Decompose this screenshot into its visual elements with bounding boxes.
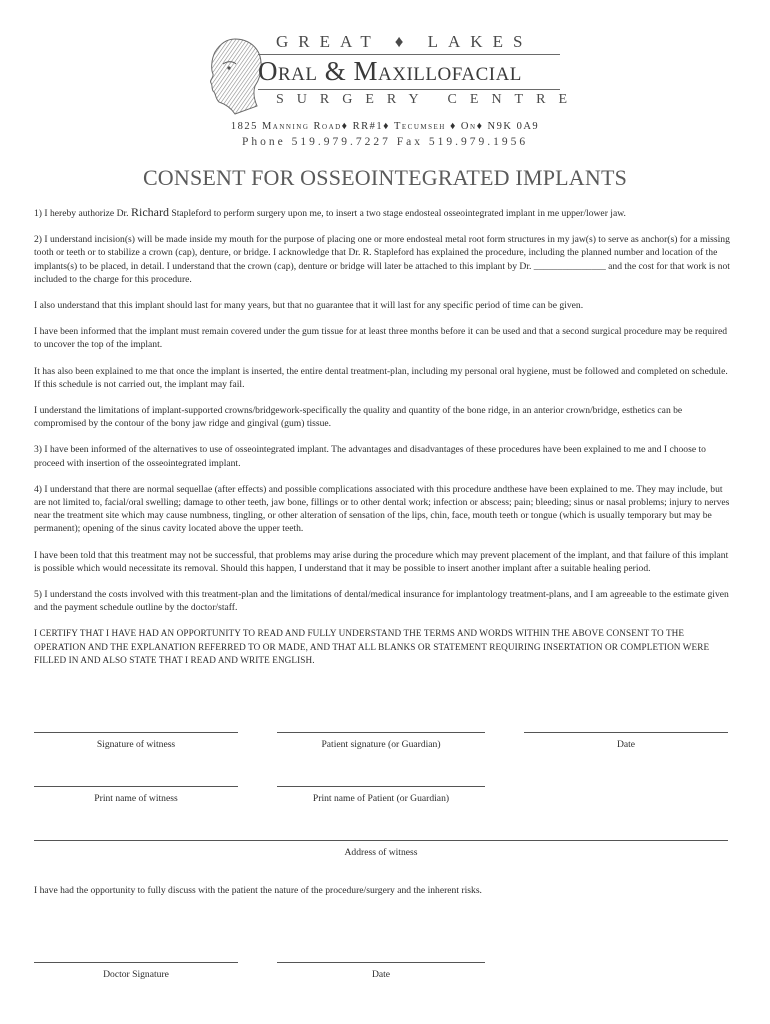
paragraph-2: 2) I understand incision(s) will be made inside my mouth for the purpose of placing one or more endosteal metal root form structures in my jaw(s) to serve as anchor(s) for a missing tooth or teeth or to stabilize a crown (cap), denture, or bridge. I acknowledge that Dr. R. Stapleford has explained the procedure, including the planned number and location of the implants(s) to be placed, in detail. I understand that the crown (cap), denture or bridge will later be attached to this implant by Dr. _______________ and the cost for that work is not included to the charge for this procedure. xyxy=(34,234,730,285)
letterhead-surgery-centre: SURGERY CENTRE xyxy=(276,92,580,107)
date-field-1[interactable] xyxy=(524,732,728,750)
witness-signature-line[interactable] xyxy=(34,732,238,733)
patient-signature-field[interactable] xyxy=(277,732,485,750)
letterhead-phone: Phone 519.979.7227 Fax 519.979.1956 xyxy=(241,136,529,148)
letterhead-practice-name: Oral & Maxillofacial xyxy=(258,56,522,86)
letterhead-rule-bottom xyxy=(258,89,560,90)
patient-signature-line[interactable] xyxy=(277,732,485,733)
patient-name-label: Print name of Patient (or Guardian) xyxy=(312,793,450,804)
date-label-1: Date xyxy=(616,739,636,750)
witness-name-label: Print name of witness xyxy=(94,793,178,804)
paragraph-5: It has also been explained to me that once the implant is inserted, the entire dental treatment-plan, including my personal oral hygiene, must be followed and completed on schedule. If this schedule is not carried out, the implant may fail. xyxy=(34,365,728,390)
doctor-date-line[interactable] xyxy=(277,962,485,963)
date-line-1[interactable] xyxy=(524,732,728,733)
consent-body xyxy=(34,206,736,680)
doctor-date-label: Date xyxy=(371,969,391,980)
patient-signature-label: Patient signature (or Guardian) xyxy=(321,739,441,750)
doctor-date-field[interactable] xyxy=(277,962,485,980)
paragraph-3: I also understand that this implant should last for many years, but that no guarantee that it will last for any specific period of time can be given. xyxy=(34,300,584,312)
paragraph-8: 4) I understand that there are normal sequellae (after effects) and possible complications associated with this procedure andthese have been explained to me. They may include, but are not limited to, facial/oral swelling; damage to other teeth, jaw bone, fillings or to other dental work; infection or abscess; pain; bleeding; sinus or nasal problems; injury to nerves near the treatment site which may cause numbness, tingling, or other alteration of sensation of the lips, chin, face, mouth teeth or tongue (which is usually temporary but may be permanent); opening of the sinus cavity located above the upper teeth. xyxy=(34,483,730,535)
document-title: CONSENT FOR OSSEOINTEGRATED IMPLANTS xyxy=(142,165,628,190)
paragraph-1 xyxy=(34,206,736,220)
paragraph-10: 5) I understand the costs involved with this treatment-plan and the limitations of dental/medical insurance for implantology treatment-plans, and I am agreeable to the estimate given and the payment schedule outline by the doctor/staff. xyxy=(34,589,729,614)
paragraph-9: I have been told that this treatment may not be successful, that problems may arise during the procedure which may prevent placement of the implant, and that failure of this implant is possible which would necessitate its removal. Should this happen, I understand that it may be possible to insert another implant after a suitable healing period. xyxy=(34,549,729,574)
doctor-signature-field[interactable] xyxy=(34,962,238,980)
letterhead-address: 1825 Manning Road♦ RR#1♦ Tecumseh ♦ On♦ N9K 0A9 xyxy=(230,121,540,132)
letterhead-great-lakes: GREAT ♦ LAKES xyxy=(276,32,533,51)
witness-address-field[interactable] xyxy=(34,840,728,858)
letterhead xyxy=(0,0,770,160)
witness-address-label: Address of witness xyxy=(344,847,418,858)
paragraph-7: 3) I have been informed of the alternatives to use of osseointegrated implant. The advantages and disadvantages of these procedures have been explained to me and I choose to proceed with insertion of the osseointegrated implant. xyxy=(34,444,706,469)
patient-name-line[interactable] xyxy=(277,786,485,787)
witness-name-field[interactable] xyxy=(34,786,238,804)
paragraph-1-start: 1) I hereby authorize Dr. xyxy=(34,208,129,219)
discussion-statement: I have had the opportunity to fully discuss with the patient the nature of the procedure/surgery and the inherent risks. xyxy=(34,885,482,896)
paragraph-4: I have been informed that the implant must remain covered under the gum tissue for at least three months before it can be used and that a second surgical procedure may be required to uncover the top of the implant. xyxy=(34,326,727,351)
witness-signature-label: Signature of witness xyxy=(96,739,176,750)
paragraph-6: I understand the limitations of implant-supported crowns/bridgework-specifically the quality and quantity of the bone ridge, in an anterior crown/bridge, esthetics can be compromised by the contour of the bony jaw ridge and gingival (gum) tissue. xyxy=(34,405,683,430)
witness-signature-field[interactable] xyxy=(34,732,238,750)
doctor-signature-line[interactable] xyxy=(34,962,238,963)
letterhead-rule-top xyxy=(258,54,560,55)
doctor-first-name: Richard xyxy=(130,205,169,219)
witness-name-line[interactable] xyxy=(34,786,238,787)
certification-statement: I CERTIFY THAT I HAVE HAD AN OPPORTUNITY TO READ AND FULLY UNDERSTAND THE TERMS AND WORDS WITHIN THE ABOVE CONSENT TO THE OPERATION AND THE EXPLANATION REFERRED TO OR MADE, AND THAT ALL BLANKS OR STATEMENT REQUIRING INSERTATION OR COMPLETION WERE FILLED IN AND ALSO STATE THAT I READ AND WRITE ENGLISH. xyxy=(34,628,710,665)
doctor-signature-label: Doctor Signature xyxy=(103,969,169,980)
witness-address-line[interactable] xyxy=(34,840,728,841)
patient-name-field[interactable] xyxy=(277,786,485,804)
paragraph-1-end: Stapleford to perform surgery upon me, to insert a two stage endosteal osseointegrated implant in me upper/lower jaw. xyxy=(171,208,626,219)
